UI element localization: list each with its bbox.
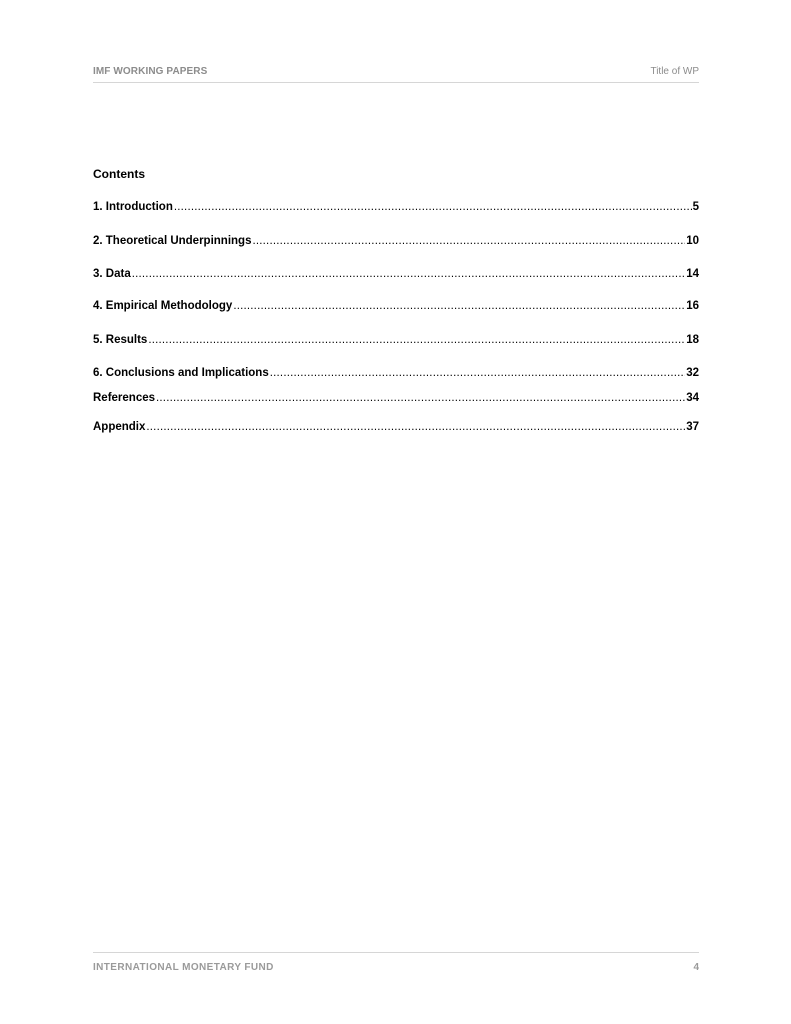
toc-entry-label: 1. Introduction	[93, 201, 173, 213]
toc-entry-label: 3. Data	[93, 268, 131, 280]
toc-entry-conclusions[interactable]	[93, 366, 699, 380]
toc-entry-label: Appendix	[93, 421, 146, 433]
toc-entry-page: 37	[686, 421, 699, 433]
toc-entry-page: 5	[692, 201, 699, 213]
toc-entry-page: 18	[686, 334, 699, 346]
toc-leader-dots	[132, 267, 685, 281]
toc-leader-dots	[146, 420, 685, 434]
toc-leader-dots	[148, 333, 685, 347]
toc-entry-page: 10	[686, 235, 699, 247]
toc-entry-label: 4. Empirical Methodology	[93, 300, 233, 312]
page-footer	[93, 952, 699, 977]
table-of-contents	[93, 0, 699, 1024]
contents-heading: Contents	[93, 167, 145, 181]
toc-entry-page: 32	[686, 367, 699, 379]
toc-entry-label: 6. Conclusions and Implications	[93, 367, 269, 379]
toc-entry-label: 2. Theoretical Underpinnings	[93, 235, 252, 247]
toc-entry-page: 14	[686, 268, 699, 280]
toc-entry-appendix[interactable]	[93, 420, 699, 434]
toc-leader-dots	[252, 234, 685, 248]
toc-leader-dots	[174, 200, 692, 214]
header-series-title: IMF WORKING PAPERS	[93, 66, 208, 77]
toc-entry-references[interactable]	[93, 391, 699, 405]
header-paper-title: Title of WP	[650, 66, 699, 77]
toc-entry-page: 34	[686, 392, 699, 404]
toc-entry-label: References	[93, 392, 156, 404]
toc-entry-theoretical-underpinnings[interactable]	[93, 234, 699, 248]
toc-entry-page: 16	[686, 300, 699, 312]
toc-entry-label: 5. Results	[93, 334, 148, 346]
footer-page-number: 4	[693, 962, 699, 973]
toc-entry-results[interactable]	[93, 333, 699, 347]
toc-entry-empirical-methodology[interactable]	[93, 299, 699, 313]
toc-leader-dots	[233, 299, 685, 313]
toc-leader-dots	[156, 391, 685, 405]
toc-leader-dots	[270, 366, 685, 380]
toc-entry-introduction[interactable]	[93, 200, 699, 214]
footer-organization: INTERNATIONAL MONETARY FUND	[93, 962, 274, 973]
toc-entry-data[interactable]	[93, 267, 699, 281]
